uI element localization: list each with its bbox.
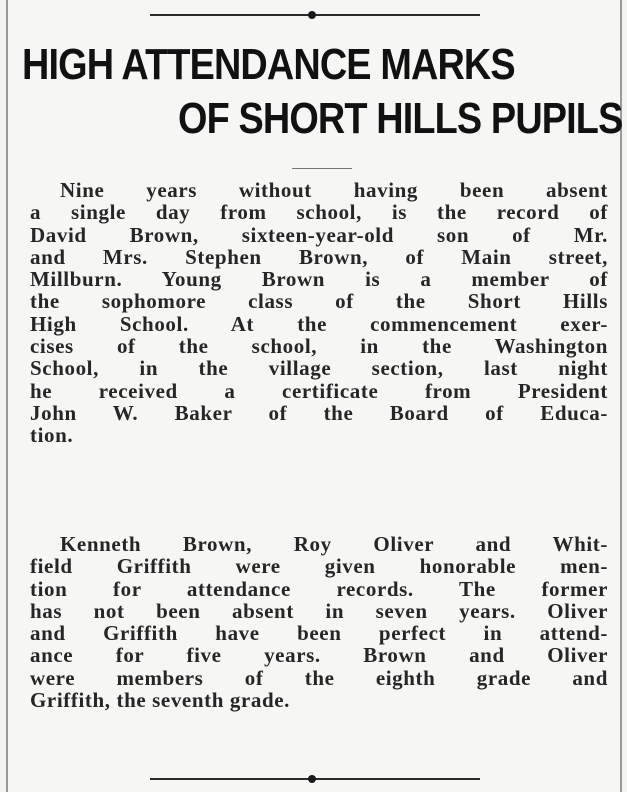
article-line: tion. [30,423,74,448]
article-line: School, in the village section, last night [30,356,608,381]
article-line: ance for five years. Brown and Oliver [30,643,608,668]
article-line: David Brown, sixteen-year-old son of Mr. [30,222,608,247]
headline-line-1: HIGH ATTENDANCE MARKS [22,40,515,89]
bottom-rule-divider [150,778,480,780]
headline-line-2: OF SHORT HILLS PUPILS [178,94,623,143]
article-line: field Griffith were given honorable men- [30,554,608,579]
article-line: were members of the eighth grade and [30,665,608,690]
article-paragraph-1 [30,179,608,447]
headline-divider [292,168,352,169]
article-line: and Mrs. Stephen Brown, of Main street, [30,244,608,269]
rule-ornament-dot [308,775,316,783]
rule-ornament-dot [308,11,316,19]
article-line: he received a certificate from President [30,378,608,403]
article-line: Nine years without having been absent [60,178,608,202]
article-line: Griffith, the seventh grade. [30,688,291,713]
article-line: John W. Baker of the Board of Educa- [30,400,608,425]
article-line: High School. At the commencement exer- [30,311,608,336]
article-paragraph-2 [30,533,608,711]
article-line: tion for attendance records. The former [30,576,608,601]
article-line: the sophomore class of the Short Hills [30,289,608,314]
article-line: cises of the school, in the Washington [30,334,608,359]
article-line: has not been absent in seven years. Oliver [30,598,608,623]
top-rule-divider [150,14,480,16]
article-line: and Griffith have been perfect in attend- [30,621,608,646]
article-line: a single day from school, is the record of [30,200,608,225]
article-line: Millburn. Young Brown is a member of [30,267,608,292]
article-line: Kenneth Brown, Roy Oliver and Whit- [60,532,608,556]
